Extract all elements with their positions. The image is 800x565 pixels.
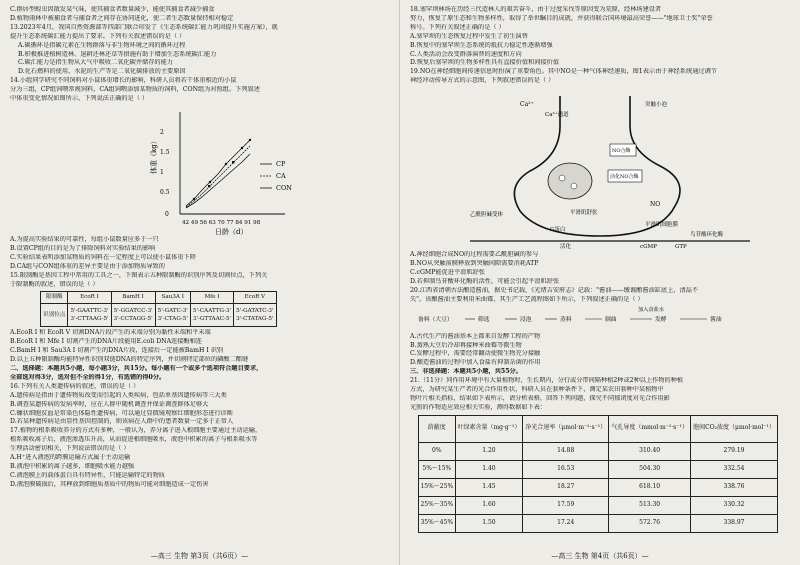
label-gtp: GTP — [675, 244, 687, 251]
label-cgmp: cGMP — [640, 244, 657, 251]
flow-step-7: 加入食盐水 — [638, 306, 664, 313]
no-signaling-diagram — [410, 86, 790, 251]
label-guanylyl: 鸟苷酸环化酶 — [690, 232, 724, 239]
soy-sauce-flow — [410, 305, 790, 333]
label-relax: 平滑肌舒张 — [570, 210, 598, 217]
label-ca-channel: Ca²⁺通道 — [545, 112, 569, 119]
flow-step-5: 发酵 — [655, 316, 667, 323]
flow-svg — [410, 305, 790, 333]
q12-tail: C.群居型蝗虫因散发某气味，使其捕食者数量减少，能使其捕食者减少捕食 D.植物雨林中被捕食者与捕食者之间存在协同进化，使二者生态数量保持相对稳定 13.2023年4月，我国自然资源部等四部门联合印发了《生态系统碳汇能力巩固提升实施方案》，就 提升生态系统碳汇能力提出了要求。下列有关叙述错误的是（ ） A.碳循环是指碳元素在生物群落与非生物环境之间的循环过程 B.积极推进植树造林、退耕还林还草等措施有助于增加生态系统碳汇能力 C.碳汇能力是指生物从大气中吸收二氧化碳并储存的能力 D.化石燃料的使用、水泥的生产等是二氧化碳排放的主要原因 14.小组同学研究不同饲料对小鼠体重增长的影响，科研人员将若干体重相近的小鼠 分为三组，CP组饲喂常规饲料，CA组饲喂添加某物质的饲料，CON组为对照组。下列叙述 中体重变化情况如图所示，下列说法正确的是（ ） — [10, 6, 278, 103]
x-axis-label: 日龄（d） — [215, 227, 248, 236]
q21: 21.（11分）同作用环境中有大量植物时，生长期内，分行或分带间隔种植2种或2种以上作物的种植 方式，为研究某生产者的光合作用性状，科研人员在套种条件下，测定某农田套种中某植物中 物叶片相关指标，结果如下表所示，请分析表格，回答下列问题，探究不同郁闭度对光合作用影 光照的作物适应效应相关实验，测得数据如下表： — [410, 377, 684, 411]
q20-options: A.古代生产的酱油基本上都来自发酵工程的产物 B.蒸熟大豆后冷却再接种米曲霉等微生物 C.发酵过程中，需要经常翻动使微生物充分接触 D.酿造酱油的过程中加入食盐有抑制杂菌的作用 — [410, 332, 541, 367]
page-right — [400, 0, 800, 565]
q15-options: A.EcoR I 和 EcoR V 切割DNA片段产生的末端分别为黏性末端和平末端 B.EcoR I 和 Mfe I 切割产生的DNA片段能用E.coli DNA连接酶相连 C.BamH I 和 Sau3A I 切割产生的DNA片段，连接后一定能被BamH I 识别 D.以上五种限制酶均能特异性识别双链DNA的特定序列，并切割特定部位的磷酸二酯键 — [10, 329, 249, 364]
table-row: 0% 1.20 14.88 310.40 279.19 — [419, 442, 778, 460]
q14-options: A.为提高实验结果的可靠性，每组小鼠数量应多于一只 B.设置CP组的目的是为了排除饲料对实验结果的影响 C.实验结果表明添加某物质的饲料在一定程度上可以使小鼠体重下降 D.CA组与CON组体重的差异主要是由于添加物质导致的 — [10, 235, 196, 270]
legend-con: CON — [276, 183, 292, 192]
legend-ca: CA — [276, 171, 286, 180]
q15: 15.限制酶是基因工程中常用的工具之一，下图表示五种限制酶的识别序列及切割位点，下列关 于限制酶的叙述，错误的是（ ） — [10, 271, 268, 288]
footer-right: —高三 生物 第4页（共6页）— — [551, 552, 649, 561]
label-nos: NO合酶 — [612, 148, 631, 155]
no-signaling-svg — [410, 86, 790, 251]
flow-step-2: 浸泡 — [520, 316, 532, 323]
series-cp — [186, 140, 250, 206]
y-axis-label: 体重（kg） — [150, 137, 158, 174]
label-active-nos: 活化NO合酶 — [610, 174, 639, 181]
flow-step-0: 备料（大豆） — [418, 316, 453, 323]
weight-chart-svg — [10, 104, 390, 236]
label-activate: 活化 — [560, 244, 572, 251]
section-2-header: 二、选择题：本题共5小题，每小题3分，共15分。每小题有一个或多个选项符合题目要求， — [10, 365, 263, 373]
series-con — [186, 154, 250, 208]
table-row: 5%～15% 1.40 16.53 504.30 332.54 — [419, 460, 778, 478]
flow-step-4: 制曲 — [605, 316, 617, 323]
enzyme-table — [40, 291, 277, 327]
label-ca: Ca²⁺ — [520, 101, 534, 109]
label-synaptic: 突触小泡 — [645, 102, 668, 109]
q18: 18.塞罕坝林场在历经三代造林人的艰苦奋斗，由于过度采伐等原因变为荒原，经林场建设者 努力，恢复了原生态和生物多样性，取得了举世瞩目的成就，并获得联合国环境最高荣誉——"地球卫士奖"荣誉 称号。下列有关叙述正确的是（ ） A.塞罕坝的生态恢复过程中发生了初生演替 B.恢复中的塞罕坝生态系统的抵抗力稳定性逐渐增强 C.人类活动会改变群落演替的速度和方向 D.恢复后塞罕坝的生物多样性具有直接价值和间接价值 — [410, 6, 713, 67]
flow-step-6: 酱油 — [710, 316, 722, 323]
ytick-0: 0 — [165, 210, 169, 218]
legend-cp: CP — [276, 159, 286, 168]
enzyme-site-row: 识别位点 5'-GAATTC-3' 3'-CTTAAG-5' 5'-GGATCC-3' 3'-CCTAGG-5' 5'-GATC-3' 3'-CTAG-5' 5'-CAATTG-3' 3'-GTTAAC-5' 5'-GATATC-3' 3'-CTATAG-5' — [41, 304, 277, 327]
label-receptor: 乙酰胆碱受体 — [470, 212, 504, 219]
label-g-protein: G蛋白 — [550, 227, 566, 234]
table-row: 15%～25% 1.45 18.27 618.10 338.76 — [419, 478, 778, 496]
q20: 20.江西省清朝古法酿造酱油，据史书记载，《光绪吉安府志》记载："酱油——缴谯酿酱油缸底上，清晶不 失"。该酿酱油主要利用米曲霉，其生产工艺流程图如下所示，下列叙述正确的是（ ） — [410, 286, 699, 303]
q19: 19.NO在神经细胞间传递信息时扮演了重要角色。其中NO是一种气体神经递质，图1表示由于神经系统通过调节 神经冲动传导方式的示意图，下列叙述错误的是（ ） — [410, 68, 717, 85]
ytick-2: 2 — [160, 128, 164, 136]
vesicle-dot-2 — [571, 183, 577, 189]
vesicle-dot-1 — [559, 175, 565, 181]
series-ca — [186, 146, 250, 207]
ytick-1: 1 — [160, 168, 164, 176]
footer-left: —高三 生物 第3页（共6页）— — [150, 552, 249, 561]
ytick-05: 0.5 — [160, 188, 170, 196]
q19-options: A.神经细胞合成NO的过程需要乙酰胆碱的参与 B.NO从突触前膜释放到突触间隙需要消耗ATP C.cGMP能促进平滑肌舒张 D.若抑制鸟苷酸环化酶的活性，可能会引起平滑肌舒张 — [410, 251, 560, 285]
q16: 16.下列有关人类遗传病的叙述，错误的是（ ） A.遗传病是指由于遗传物质改变而引起的人类疾病，包括单基因遗传病等三大类 B.调查某遗传病的发病率时，应在人群中随机调查并保证调查群体足够大 C.镰状细胞贫血是常染色体隐性遗传病，可以通过显微镜观察红细胞形态进行诊断 D.若某种遗传病是由显性基因控制的，则该病在人群中的患者数量一定多于正常人 — [10, 382, 234, 426]
photosynthesis-table — [418, 415, 778, 533]
label-smooth: 平滑肌细胞膜 — [645, 222, 679, 229]
weight-chart — [10, 104, 389, 236]
synaptic-vesicle — [548, 163, 592, 199]
ytick-15: 1.5 — [160, 148, 170, 156]
table-row: 35%～45% 1.50 17.24 572.76 338.97 — [419, 514, 778, 532]
flow-step-1: 筛选 — [478, 316, 490, 323]
flow-step-3: 蒸料 — [560, 316, 572, 323]
q17: 17.植物的根系吸收养分的方式有多种，一般认为，养分离子进入根细胞主要通过主动运输， 根系吸收离子后，液泡渗透压升高，从而促进根细胞吸水，液泡中积累的离子与根系吸水等 生理活动密切相关，下列说法错误的是（ ） A.H⁺进入液泡的跨膜运输方式属于主动运输 B.液泡中积累的离子越多，细胞吸水能力越强 C.液泡膜上的载体蛋白具有特异性，只能运输特定的物质 D.液泡膜破损后，其释放到细胞质基质中的物质可能对细胞造成一定伤害 — [10, 427, 262, 488]
table-row: 25%～35% 1.60 17.59 513.30 330.32 — [419, 496, 778, 514]
x-ticks: 42 49 56 63 70 77 84 91 98 — [182, 219, 261, 226]
photo-header-row: 荫蔽度 叶绿素含量（mg·g⁻¹） 净光合速率（μmol·m⁻²·s⁻¹） 气孔导度（mmol·m⁻²·s⁻¹） 胞间CO₂浓度（μmol·mol⁻¹） — [419, 415, 778, 442]
section-3-header: 三、非选择题：本题共5小题，共55分。 — [410, 368, 522, 376]
section-2-header-2: 全部选对得3分，选对但不全的得1分，有选错的得0分。 — [10, 373, 166, 381]
enzyme-header-row: 限制酶 EcoR I BamH I Sau3A I Mfe I EcoR V — [41, 292, 277, 304]
label-no: NO — [650, 201, 661, 209]
